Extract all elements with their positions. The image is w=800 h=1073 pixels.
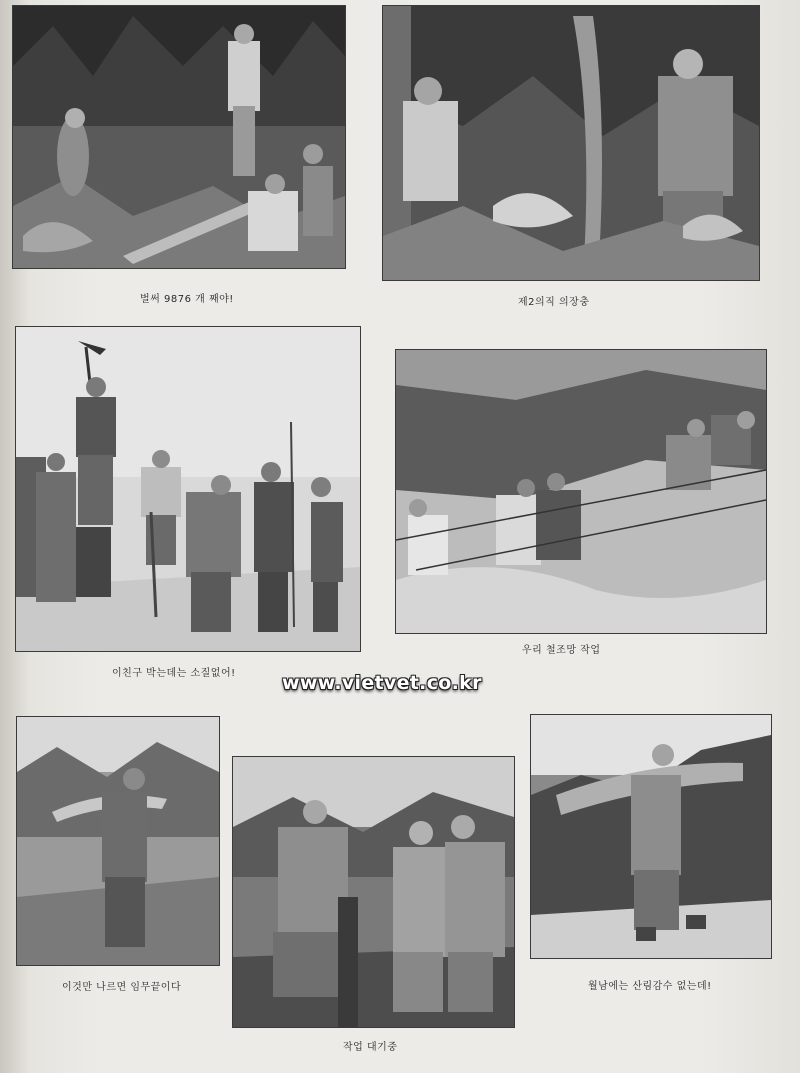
photo-soldiers-chopping-trees (12, 5, 346, 269)
photo-caption: 이친구 박는데는 소질없어! (112, 668, 236, 679)
photo-soldiers-driving-stake (15, 326, 361, 652)
photo-caption: 월남에는 산림감수 없는데! (588, 981, 712, 992)
photo-caption: 이것만 나르면 임무끝이다 (62, 982, 182, 993)
photo-caption: 벌써 9876 개 째야! (140, 294, 234, 305)
photo-soldier-carrying-timber (530, 714, 772, 959)
photo-soldiers-standing-by (232, 756, 515, 1028)
photo-barbed-wire-work (395, 349, 767, 634)
website-watermark: www.vietvet.co.kr (282, 672, 482, 694)
photo-caption: 제2의직 의장충 (518, 297, 590, 308)
photo-caption: 작업 대기중 (343, 1042, 398, 1053)
photo-soldier-carrying-log (16, 716, 220, 966)
photo-soldiers-clearing-brush (382, 5, 760, 281)
photo-caption: 우리 철조망 작업 (522, 645, 601, 656)
